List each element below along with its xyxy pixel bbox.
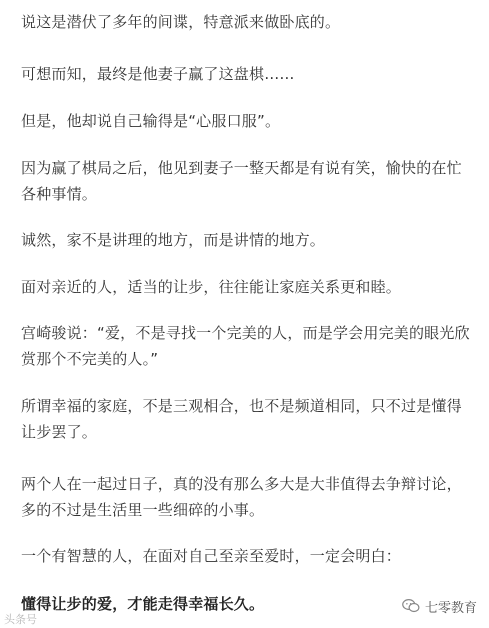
paragraph-2: 可想而知，最终是他妻子赢了这盘棋…… <box>21 65 295 83</box>
watermark-left <box>4 611 37 627</box>
watermark-right <box>402 596 477 616</box>
paragraph-6: 面对亲近的人，适当的让步，往往能让家庭关系更和睦。 <box>21 278 402 296</box>
watermark-left-text: 头条号 <box>4 613 37 626</box>
paragraph-1: 说这是潜伏了多年的间谍，特意派来做卧底的。 <box>21 13 341 31</box>
watermark-right-text: 七零教育 <box>424 600 477 616</box>
paragraph-5: 诚然，家不是讲理的地方，而是讲情的地方。 <box>21 231 326 249</box>
paragraph-9: 两个人在一起过日子，真的没有那么多大是大非值得去争辩讨论，多的不过是生活里一些细碎的小事。 <box>21 475 462 519</box>
wechat-icon <box>402 598 420 614</box>
paragraph-7: 宫崎骏说：“爱，不是寻找一个完美的人，而是学会用完美的眼光欣赏那个不完美的人。” <box>21 324 470 368</box>
paragraph-10: 一个有智慧的人，在面对自己至亲至爱时，一定会明白： <box>21 547 402 565</box>
paragraph-8: 所谓幸福的家庭，不是三观相合，也不是频道相同，只不过是懂得让步罢了。 <box>21 397 462 441</box>
paragraph-conclusion: 懂得让步的爱，才能走得幸福长久。 <box>21 595 265 613</box>
paragraph-3: 但是，他却说自己输得是“心服口服”。 <box>21 112 281 130</box>
paragraph-4: 因为赢了棋局之后，他见到妻子一整天都是有说有笑，愉快的在忙各种事情。 <box>21 159 462 203</box>
